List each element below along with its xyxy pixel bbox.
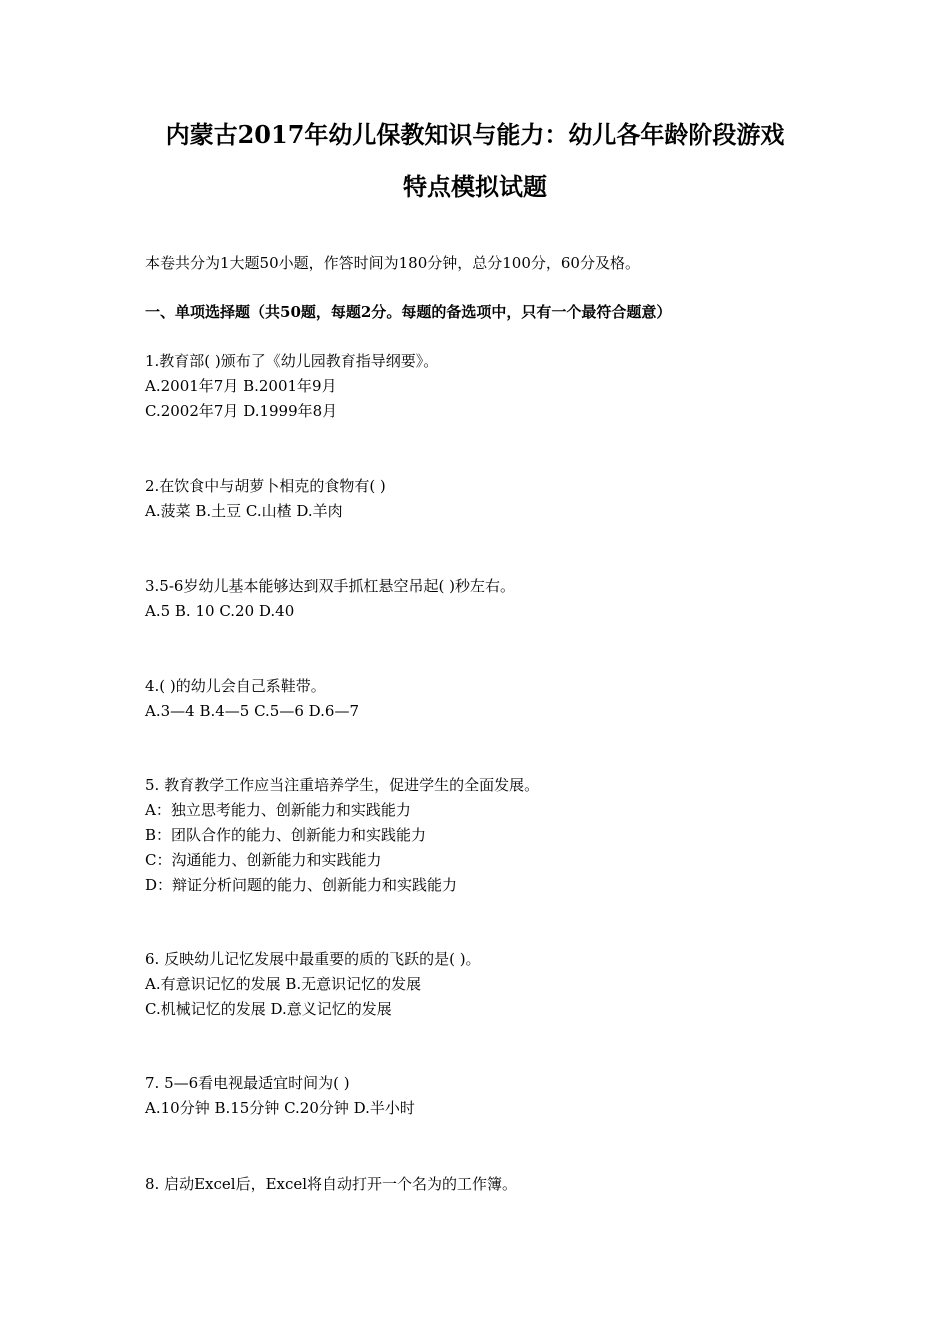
question-5-option-line: B：团队合作的能力、创新能力和实践能力	[145, 826, 427, 844]
exam-intro: 本卷共分为1大题50小题，作答时间为180分钟，总分100分，60分及格。	[145, 254, 640, 272]
question-3-stem: 3.5-6岁幼儿基本能够达到双手抓杠悬空吊起( )秒左右。	[145, 577, 515, 595]
question-5-option-line: C：沟通能力、创新能力和实践能力	[145, 851, 382, 869]
question-1-option-line: A.2001年7月 B.2001年9月	[145, 377, 337, 395]
question-2-stem: 2.在饮食中与胡萝卜相克的食物有( )	[145, 477, 386, 495]
question-4-option-line: A.3—4 B.4—5 C.5—6 D.6—7	[145, 702, 360, 720]
question-7-option-line: A.10分钟 B.15分钟 C.20分钟 D.半小时	[145, 1099, 415, 1117]
document-title-line-2: 特点模拟试题	[403, 172, 547, 201]
question-7-stem: 7. 5—6看电视最适宜时间为( )	[145, 1074, 350, 1092]
question-6-option-line: A.有意识记忆的发展 B.无意识记忆的发展	[145, 975, 422, 993]
section-heading: 一、单项选择题（共50题，每题2分。每题的备选项中，只有一个最符合题意）	[145, 303, 672, 321]
question-5-option-line: D：辩证分析问题的能力、创新能力和实践能力	[145, 876, 458, 894]
question-5-option-line: A：独立思考能力、创新能力和实践能力	[145, 801, 411, 819]
question-5-stem: 5. 教育教学工作应当注重培养学生，促进学生的全面发展。	[145, 776, 540, 794]
question-6-stem: 6. 反映幼儿记忆发展中最重要的质的飞跃的是( )。	[145, 950, 481, 968]
question-8-stem: 8. 启动Excel后，Excel将自动打开一个名为的工作簿。	[145, 1175, 518, 1193]
question-2-option-line: A.菠菜 B.土豆 C.山楂 D.羊肉	[145, 502, 343, 520]
question-3-option-line: A.5 B. 10 C.20 D.40	[145, 602, 295, 620]
question-1-option-line: C.2002年7月 D.1999年8月	[145, 402, 338, 420]
question-1-stem: 1.教育部( )颁布了《幼儿园教育指导纲要》。	[145, 352, 439, 370]
document-title-line-1: 内蒙古2017年幼儿保教知识与能力：幼儿各年龄阶段游戏	[165, 120, 785, 149]
question-6-option-line: C.机械记忆的发展 D.意义记忆的发展	[145, 1000, 392, 1018]
question-4-stem: 4.( )的幼儿会自己系鞋带。	[145, 677, 326, 695]
